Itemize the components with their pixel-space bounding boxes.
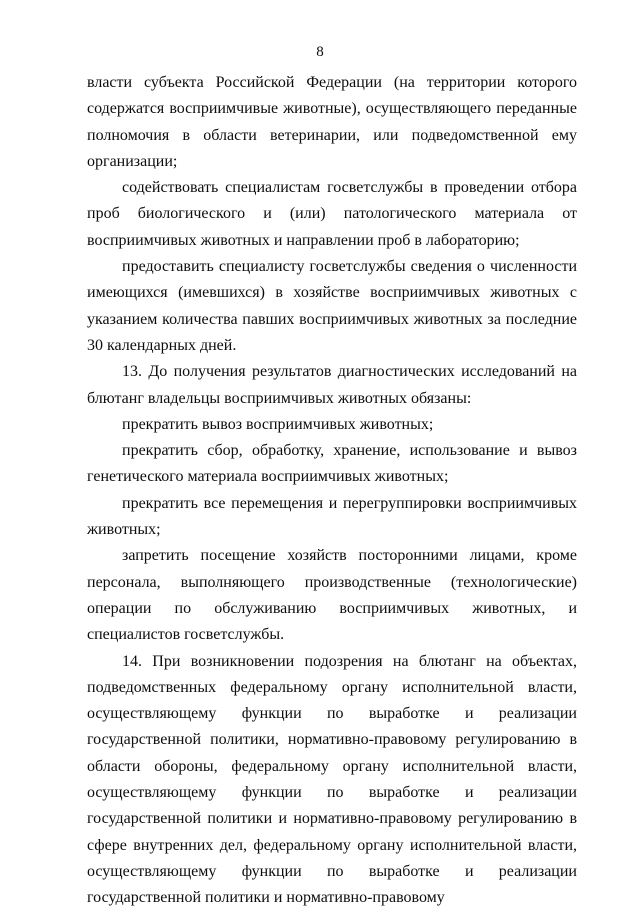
paragraph-continuation: власти субъекта Российской Федерации (на территории которого содержатся восприимчивые животные), осуществляющего переданные полномочия в области ветеринарии, или подведомственной ему организации;	[87, 74, 577, 170]
paragraph-stop-genetic-material: прекратить сбор, обработку, хранение, использование и вывоз генетического материала восприимчивых животных;	[87, 442, 577, 486]
paragraph-stop-export: прекратить вывоз восприимчивых животных;	[122, 415, 434, 433]
paragraph-section-14: 14. При возникновении подозрения на блютанг на объектах, подведомственных федеральному органу исполнительной власти, осуществляющему функции по выработке и реализации государственной политики, нормативно-правовому регулированию в области обороны, федеральному органу исполнительной власти, осуществляющему функции по выработке и реализации государственной политики и нормативно-правовому регулированию в сфере внутренних дел, федеральному органу исполнительной власти, осуществляющему функции по выработке и реализации государственной политики и нормативно-правовому	[87, 652, 577, 907]
document-body	[87, 70, 577, 912]
paragraph-provide-information: предоставить специалисту госветслужбы сведения о численности имеющихся (имевшихся) в хозяйстве восприимчивых животных с указанием количества павших восприимчивых животных за последние 30 календарных дней.	[87, 258, 577, 354]
paragraph-prohibit-visits: запретить посещение хозяйств посторонними лицами, кроме персонала, выполняющего производственные (технологические) операции по обслуживанию восприимчивых животных, и специалистов госветслужбы.	[87, 547, 577, 644]
page-number: 8	[316, 44, 324, 60]
paragraph-stop-movements: прекратить все перемещения и перегруппировки восприимчивых животных;	[87, 494, 577, 539]
paragraph-section-13: 13. До получения результатов диагностических исследований на блютанг владельцы восприимчивых животных обязаны:	[87, 363, 577, 407]
paragraph-assist-sampling: содействовать специалистам госветслужбы в проведении отбора проб биологического и (или) патологического материала от восприимчивых животных и направлении проб в лабораторию;	[87, 179, 577, 249]
